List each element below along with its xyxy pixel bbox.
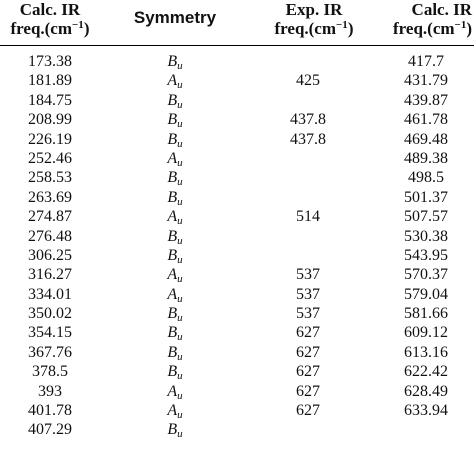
exp-freq-cell: 537 bbox=[296, 266, 320, 284]
header-exp-ir-freq bbox=[258, 0, 370, 42]
symmetry-label: B bbox=[167, 363, 178, 381]
symmetry-cell bbox=[140, 382, 210, 401]
header-exp-unit: freq.(cm bbox=[274, 19, 337, 38]
calc-freq-right-cell: 469.48 bbox=[404, 130, 448, 148]
calc-freq-cell: 226.19 bbox=[28, 130, 72, 148]
exp-freq-cell: 425 bbox=[296, 72, 320, 90]
header-calc-ir-freq-right bbox=[376, 0, 472, 42]
table-body bbox=[0, 52, 474, 440]
calc-freq-right-cell: 622.42 bbox=[404, 363, 448, 381]
symmetry-cell bbox=[140, 304, 210, 323]
table-row bbox=[0, 304, 474, 323]
calc-freq-right-cell: 501.37 bbox=[404, 188, 448, 206]
calc-freq-right-cell: 613.16 bbox=[404, 343, 448, 361]
header-exp-unit-exponent: −1 bbox=[336, 19, 348, 31]
symmetry-cell bbox=[140, 227, 210, 246]
table-row bbox=[0, 285, 474, 304]
symmetry-cell bbox=[140, 130, 210, 149]
symmetry-subscript: u bbox=[177, 312, 183, 325]
calc-freq-cell: 316.27 bbox=[28, 266, 72, 284]
symmetry-cell bbox=[140, 168, 210, 187]
header-exp-line2 bbox=[258, 19, 370, 38]
calc-freq-cell: 367.76 bbox=[28, 343, 72, 361]
symmetry-subscript: u bbox=[177, 195, 183, 208]
table-row bbox=[0, 227, 474, 246]
calc-freq-cell: 378.5 bbox=[32, 363, 68, 381]
symmetry-label: B bbox=[167, 53, 178, 70]
header-calc-unit-exponent: −1 bbox=[72, 19, 84, 31]
calc-freq-right-cell: 628.49 bbox=[404, 382, 448, 400]
symmetry-subscript: u bbox=[177, 428, 183, 441]
exp-freq-cell: 437.8 bbox=[290, 111, 326, 129]
exp-freq-cell: 627 bbox=[296, 343, 320, 361]
symmetry-cell bbox=[140, 52, 210, 71]
table-row bbox=[0, 246, 474, 265]
symmetry-subscript: u bbox=[177, 370, 183, 383]
symmetry-subscript: u bbox=[177, 118, 183, 131]
calc-freq-right-cell: 543.95 bbox=[404, 246, 448, 264]
calc-freq-cell: 252.46 bbox=[28, 149, 72, 167]
calc-freq-cell: 276.48 bbox=[28, 227, 72, 245]
table-row bbox=[0, 265, 474, 284]
calc-freq-cell: 173.38 bbox=[28, 53, 72, 70]
symmetry-subscript: u bbox=[177, 156, 183, 169]
calc-freq-right-cell: 609.12 bbox=[404, 324, 448, 342]
calc-freq-cell: 258.53 bbox=[28, 169, 72, 187]
exp-freq-cell: 537 bbox=[296, 285, 320, 303]
header-calc-right-unit-exponent: −1 bbox=[454, 19, 467, 31]
calc-freq-right-cell: 431.79 bbox=[404, 72, 448, 90]
symmetry-cell bbox=[140, 285, 210, 304]
symmetry-label: A bbox=[167, 285, 178, 303]
exp-freq-cell: 627 bbox=[296, 363, 320, 381]
calc-freq-cell: 306.25 bbox=[28, 246, 72, 264]
symmetry-cell bbox=[140, 343, 210, 362]
table-row bbox=[0, 207, 474, 226]
symmetry-label: B bbox=[167, 130, 178, 148]
table-row bbox=[0, 149, 474, 168]
calc-freq-right-cell: 439.87 bbox=[404, 91, 448, 109]
symmetry-cell bbox=[140, 265, 210, 284]
table-row bbox=[0, 130, 474, 149]
header-calc-line2 bbox=[2, 19, 98, 38]
symmetry-cell bbox=[140, 188, 210, 207]
calc-freq-right-cell: 530.38 bbox=[404, 227, 448, 245]
symmetry-subscript: u bbox=[177, 234, 183, 247]
symmetry-subscript: u bbox=[177, 273, 183, 286]
symmetry-label: B bbox=[167, 305, 178, 323]
table-row bbox=[0, 401, 474, 420]
symmetry-label: B bbox=[167, 324, 178, 342]
calc-freq-cell: 263.69 bbox=[28, 188, 72, 206]
exp-freq-cell: 627 bbox=[296, 382, 320, 400]
calc-freq-right-cell: 461.78 bbox=[404, 111, 448, 129]
exp-freq-cell: 437.8 bbox=[290, 130, 326, 148]
calc-freq-cell: 208.99 bbox=[28, 111, 72, 129]
table-row bbox=[0, 323, 474, 342]
table-row bbox=[0, 382, 474, 401]
calc-freq-cell: 350.02 bbox=[28, 305, 72, 323]
calc-freq-right-cell: 507.57 bbox=[404, 208, 448, 226]
table-row bbox=[0, 362, 474, 381]
calc-freq-right-cell: 570.37 bbox=[404, 266, 448, 284]
header-calc-unit-close: ) bbox=[83, 19, 90, 38]
calc-freq-cell: 184.75 bbox=[28, 91, 72, 109]
symmetry-label: A bbox=[167, 382, 178, 400]
symmetry-label: A bbox=[167, 149, 178, 167]
header-calc-right-unit-close: ) bbox=[466, 19, 472, 38]
header-calc-right-line1: Calc. IR bbox=[411, 0, 472, 19]
calc-freq-right-cell: 417.7 bbox=[408, 53, 444, 70]
calc-freq-right-cell: 633.94 bbox=[404, 402, 448, 420]
table-row bbox=[0, 343, 474, 362]
symmetry-cell bbox=[140, 246, 210, 265]
symmetry-label: B bbox=[167, 246, 178, 264]
exp-freq-cell: 627 bbox=[296, 402, 320, 420]
header-calc-line1: Calc. IR bbox=[19, 0, 81, 19]
symmetry-label: A bbox=[167, 208, 178, 226]
symmetry-subscript: u bbox=[177, 137, 183, 150]
symmetry-label: B bbox=[167, 421, 178, 439]
symmetry-label: B bbox=[167, 343, 178, 361]
header-symmetry: Symmetry bbox=[133, 8, 217, 27]
symmetry-label: A bbox=[167, 266, 178, 284]
symmetry-label: B bbox=[167, 188, 178, 206]
table-row bbox=[0, 71, 474, 90]
symmetry-cell bbox=[140, 110, 210, 129]
symmetry-subscript: u bbox=[177, 60, 183, 72]
symmetry-cell bbox=[140, 401, 210, 420]
symmetry-label: B bbox=[167, 91, 178, 109]
table-row bbox=[0, 91, 474, 110]
symmetry-cell bbox=[140, 323, 210, 342]
symmetry-cell bbox=[140, 71, 210, 90]
calc-freq-right-cell: 579.04 bbox=[404, 285, 448, 303]
symmetry-subscript: u bbox=[177, 409, 183, 422]
header-exp-unit-close: ) bbox=[347, 19, 354, 38]
calc-freq-cell: 393 bbox=[38, 382, 62, 400]
header-calc-ir-freq bbox=[2, 0, 98, 42]
symmetry-label: B bbox=[167, 227, 178, 245]
header-calc-right-unit: freq.(cm bbox=[393, 19, 455, 38]
calc-freq-right-cell: 489.38 bbox=[404, 149, 448, 167]
header-calc-unit: freq.(cm bbox=[10, 19, 73, 38]
symmetry-label: A bbox=[167, 402, 178, 420]
header-divider bbox=[0, 45, 474, 46]
symmetry-cell bbox=[140, 207, 210, 226]
symmetry-subscript: u bbox=[177, 79, 183, 92]
calc-freq-cell: 181.89 bbox=[28, 72, 72, 90]
symmetry-label: B bbox=[167, 111, 178, 129]
table-row bbox=[0, 52, 474, 71]
calc-freq-right-cell: 498.5 bbox=[408, 169, 444, 187]
table-row bbox=[0, 420, 474, 439]
symmetry-label: B bbox=[167, 169, 178, 187]
symmetry-subscript: u bbox=[177, 389, 183, 402]
symmetry-subscript: u bbox=[177, 215, 183, 228]
symmetry-subscript: u bbox=[177, 292, 183, 305]
table-row bbox=[0, 110, 474, 129]
calc-freq-right-cell: 581.66 bbox=[404, 305, 448, 323]
symmetry-label: A bbox=[167, 72, 178, 90]
symmetry-subscript: u bbox=[177, 98, 183, 111]
calc-freq-cell: 274.87 bbox=[28, 208, 72, 226]
symmetry-subscript: u bbox=[177, 253, 183, 266]
symmetry-subscript: u bbox=[177, 350, 183, 363]
calc-freq-cell: 354.15 bbox=[28, 324, 72, 342]
table-row bbox=[0, 188, 474, 207]
symmetry-cell bbox=[140, 91, 210, 110]
symmetry-subscript: u bbox=[177, 331, 183, 344]
exp-freq-cell: 627 bbox=[296, 324, 320, 342]
calc-freq-cell: 334.01 bbox=[28, 285, 72, 303]
symmetry-cell bbox=[140, 149, 210, 168]
table-row bbox=[0, 168, 474, 187]
symmetry-subscript: u bbox=[177, 176, 183, 189]
symmetry-cell bbox=[140, 362, 210, 381]
calc-freq-cell: 401.78 bbox=[28, 402, 72, 420]
header-calc-right-line2 bbox=[376, 19, 472, 38]
symmetry-cell bbox=[140, 420, 210, 439]
exp-freq-cell: 537 bbox=[296, 305, 320, 323]
exp-freq-cell: 514 bbox=[296, 208, 320, 226]
header-exp-line1: Exp. IR bbox=[285, 0, 343, 19]
calc-freq-cell: 407.29 bbox=[28, 421, 72, 439]
